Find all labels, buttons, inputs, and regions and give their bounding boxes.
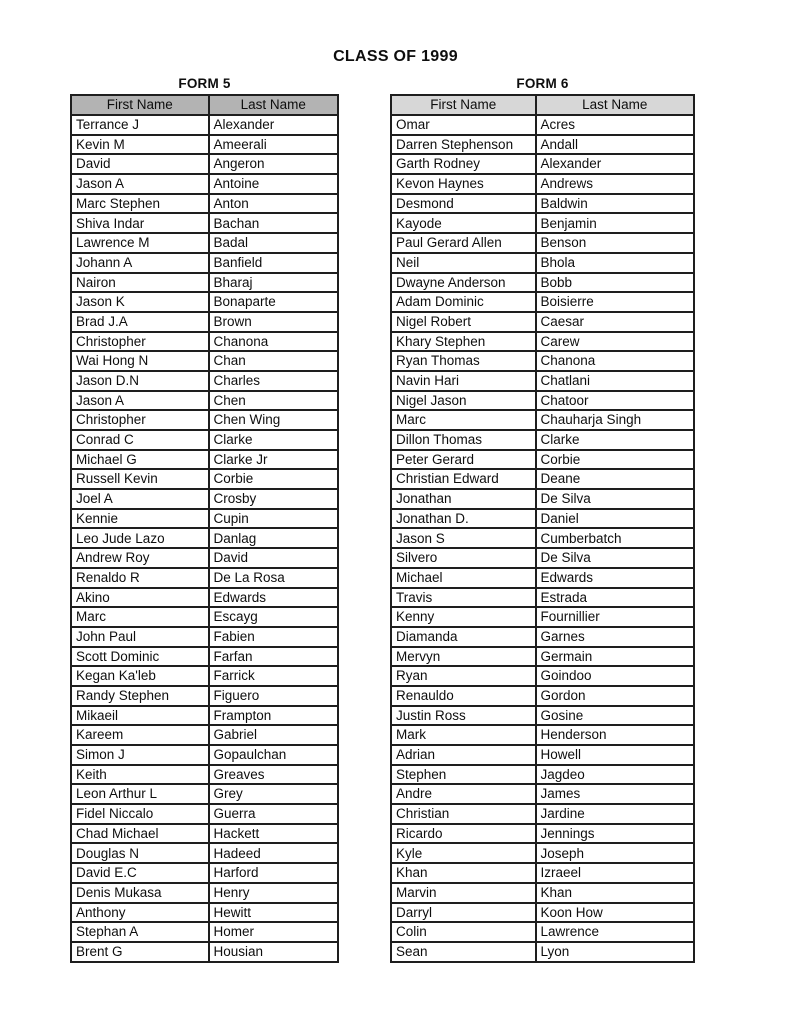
last-name-cell: Goindoo — [536, 666, 694, 686]
first-name-cell: Anthony — [71, 903, 209, 923]
first-name-cell: Christopher — [71, 410, 209, 430]
table-row — [391, 568, 694, 588]
first-name-cell: Conrad C — [71, 430, 209, 450]
first-name-cell: Leon Arthur L — [71, 784, 209, 804]
first-name-cell: Khary Stephen — [391, 332, 536, 352]
last-name-cell: De Silva — [536, 548, 694, 568]
table-row — [71, 489, 338, 509]
last-name-cell: Anton — [209, 194, 339, 214]
table-row — [71, 450, 338, 470]
first-name-cell: John Paul — [71, 627, 209, 647]
first-name-cell: Brad J.A — [71, 312, 209, 332]
first-name-cell: Andre — [391, 784, 536, 804]
last-name-cell: Chauharja Singh — [536, 410, 694, 430]
table-row — [391, 233, 694, 253]
table-row — [391, 942, 694, 962]
table-row — [71, 469, 338, 489]
first-name-header: First Name — [391, 95, 536, 115]
table-row — [71, 135, 338, 155]
first-name-cell: Brent G — [71, 942, 209, 962]
form6-table — [390, 94, 695, 963]
last-name-cell: Hadeed — [209, 843, 339, 863]
last-name-cell: Bhola — [536, 253, 694, 273]
table-row — [71, 391, 338, 411]
last-name-cell: Gosine — [536, 706, 694, 726]
last-name-cell: Greaves — [209, 765, 339, 785]
table-row — [391, 804, 694, 824]
first-name-cell: Marc — [391, 410, 536, 430]
table-row — [71, 883, 338, 903]
table-row — [391, 922, 694, 942]
table-row — [391, 883, 694, 903]
first-name-cell: Christian — [391, 804, 536, 824]
last-name-cell: Gopaulchan — [209, 745, 339, 765]
first-name-header: First Name — [71, 95, 209, 115]
table-row — [71, 213, 338, 233]
first-name-cell: Jason S — [391, 528, 536, 548]
last-name-cell: Corbie — [536, 450, 694, 470]
table-row — [71, 154, 338, 174]
last-name-cell: Koon How — [536, 903, 694, 923]
first-name-cell: Colin — [391, 922, 536, 942]
table-row — [71, 942, 338, 962]
first-name-cell: Joel A — [71, 489, 209, 509]
first-name-cell: Desmond — [391, 194, 536, 214]
last-name-cell: Guerra — [209, 804, 339, 824]
last-name-cell: Izraeel — [536, 863, 694, 883]
table-row — [391, 489, 694, 509]
first-name-cell: Jason A — [71, 391, 209, 411]
first-name-cell: Nigel Robert — [391, 312, 536, 332]
first-name-cell: David E.C — [71, 863, 209, 883]
first-name-cell: Paul Gerard Allen — [391, 233, 536, 253]
table-row — [71, 548, 338, 568]
first-name-cell: Ryan — [391, 666, 536, 686]
first-name-cell: Jonathan — [391, 489, 536, 509]
table-row — [71, 509, 338, 529]
first-name-cell: Wai Hong N — [71, 351, 209, 371]
table-row — [71, 784, 338, 804]
first-name-cell: Randy Stephen — [71, 686, 209, 706]
table-row — [391, 607, 694, 627]
last-name-cell: Bharaj — [209, 273, 339, 293]
first-name-cell: Christian Edward — [391, 469, 536, 489]
last-name-cell: Boisierre — [536, 292, 694, 312]
first-name-cell: Scott Dominic — [71, 647, 209, 667]
first-name-cell: Mervyn — [391, 647, 536, 667]
last-name-cell: Garnes — [536, 627, 694, 647]
last-name-cell: Charles — [209, 371, 339, 391]
last-name-cell: Farfan — [209, 647, 339, 667]
last-name-cell: Danlag — [209, 528, 339, 548]
last-name-header: Last Name — [209, 95, 339, 115]
table-row — [391, 213, 694, 233]
last-name-cell: Chanona — [536, 351, 694, 371]
table-row — [71, 666, 338, 686]
last-name-cell: Chan — [209, 351, 339, 371]
table-row — [391, 154, 694, 174]
last-name-cell: Andrews — [536, 174, 694, 194]
table-row — [71, 233, 338, 253]
last-name-cell: Benjamin — [536, 213, 694, 233]
first-name-cell: Stephen — [391, 765, 536, 785]
last-name-cell: Caesar — [536, 312, 694, 332]
last-name-cell: Antoine — [209, 174, 339, 194]
last-name-cell: Harford — [209, 863, 339, 883]
last-name-cell: Jardine — [536, 804, 694, 824]
first-name-cell: Marc Stephen — [71, 194, 209, 214]
table-row — [391, 627, 694, 647]
last-name-cell: Housian — [209, 942, 339, 962]
last-name-cell: Banfield — [209, 253, 339, 273]
form6-label: FORM 6 — [516, 76, 569, 91]
last-name-cell: Clarke Jr — [209, 450, 339, 470]
first-name-cell: Simon J — [71, 745, 209, 765]
table-row — [391, 332, 694, 352]
last-name-cell: Chatoor — [536, 391, 694, 411]
last-name-cell: Benson — [536, 233, 694, 253]
last-name-cell: Joseph — [536, 843, 694, 863]
table-row — [391, 745, 694, 765]
first-name-cell: Kenny — [391, 607, 536, 627]
last-name-cell: Chanona — [209, 332, 339, 352]
table-row — [71, 332, 338, 352]
table-row — [71, 351, 338, 371]
form5-table-body — [71, 115, 338, 962]
form5-table — [70, 94, 339, 963]
last-name-cell: Henry — [209, 883, 339, 903]
table-row — [391, 371, 694, 391]
first-name-cell: Diamanda — [391, 627, 536, 647]
last-name-cell: Farrick — [209, 666, 339, 686]
table-row — [71, 194, 338, 214]
last-name-cell: Andall — [536, 135, 694, 155]
table-row — [71, 371, 338, 391]
last-name-cell: Lawrence — [536, 922, 694, 942]
first-name-cell: Fidel Niccalo — [71, 804, 209, 824]
table-row — [391, 588, 694, 608]
form6-section — [390, 76, 695, 963]
table-row — [391, 686, 694, 706]
last-name-cell: Alexander — [209, 115, 339, 135]
table-row — [71, 528, 338, 548]
first-name-cell: Justin Ross — [391, 706, 536, 726]
first-name-cell: Jonathan D. — [391, 509, 536, 529]
last-name-cell: Daniel — [536, 509, 694, 529]
last-name-cell: David — [209, 548, 339, 568]
table-row — [391, 135, 694, 155]
table-row — [391, 824, 694, 844]
first-name-cell: Kevon Haynes — [391, 174, 536, 194]
table-row — [71, 312, 338, 332]
last-name-cell: Frampton — [209, 706, 339, 726]
table-row — [391, 843, 694, 863]
first-name-cell: Navin Hari — [391, 371, 536, 391]
first-name-cell: Mikaeil — [71, 706, 209, 726]
last-name-cell: Gordon — [536, 686, 694, 706]
last-name-cell: Cumberbatch — [536, 528, 694, 548]
last-name-cell: Clarke — [209, 430, 339, 450]
header-row — [391, 95, 694, 115]
last-name-cell: Gabriel — [209, 725, 339, 745]
table-row — [71, 903, 338, 923]
last-name-cell: Germain — [536, 647, 694, 667]
table-row — [71, 647, 338, 667]
first-name-cell: Johann A — [71, 253, 209, 273]
first-name-cell: Peter Gerard — [391, 450, 536, 470]
table-row — [391, 430, 694, 450]
table-row — [391, 312, 694, 332]
last-name-cell: Hackett — [209, 824, 339, 844]
first-name-cell: Adrian — [391, 745, 536, 765]
table-row — [391, 863, 694, 883]
table-row — [391, 725, 694, 745]
last-name-cell: Escayg — [209, 607, 339, 627]
last-name-cell: Badal — [209, 233, 339, 253]
last-name-cell: Figuero — [209, 686, 339, 706]
last-name-cell: De La Rosa — [209, 568, 339, 588]
table-row — [71, 253, 338, 273]
first-name-cell: Christopher — [71, 332, 209, 352]
first-name-cell: Andrew Roy — [71, 548, 209, 568]
table-row — [71, 607, 338, 627]
first-name-cell: Shiva Indar — [71, 213, 209, 233]
last-name-cell: Alexander — [536, 154, 694, 174]
table-row — [391, 253, 694, 273]
table-row — [71, 174, 338, 194]
first-name-cell: Darryl — [391, 903, 536, 923]
table-row — [391, 765, 694, 785]
table-row — [71, 745, 338, 765]
first-name-cell: Neil — [391, 253, 536, 273]
first-name-cell: Jason K — [71, 292, 209, 312]
last-name-cell: Homer — [209, 922, 339, 942]
table-row — [71, 843, 338, 863]
last-name-cell: Estrada — [536, 588, 694, 608]
header-row — [71, 95, 338, 115]
first-name-cell: Garth Rodney — [391, 154, 536, 174]
last-name-cell: Carew — [536, 332, 694, 352]
table-row — [71, 292, 338, 312]
table-row — [391, 509, 694, 529]
table-row — [71, 725, 338, 745]
table-row — [71, 568, 338, 588]
table-row — [71, 706, 338, 726]
table-row — [71, 824, 338, 844]
table-row — [71, 115, 338, 135]
last-name-cell: Edwards — [536, 568, 694, 588]
table-row — [391, 469, 694, 489]
first-name-cell: Marc — [71, 607, 209, 627]
last-name-cell: Brown — [209, 312, 339, 332]
last-name-cell: Hewitt — [209, 903, 339, 923]
first-name-cell: Terrance J — [71, 115, 209, 135]
table-row — [391, 666, 694, 686]
first-name-cell: Darren Stephenson — [391, 135, 536, 155]
first-name-cell: Sean — [391, 942, 536, 962]
first-name-cell: Kegan Ka'leb — [71, 666, 209, 686]
last-name-cell: Deane — [536, 469, 694, 489]
table-row — [71, 686, 338, 706]
first-name-cell: Travis — [391, 588, 536, 608]
first-name-cell: Mark — [391, 725, 536, 745]
table-row — [71, 804, 338, 824]
last-name-cell: Fournillier — [536, 607, 694, 627]
first-name-cell: Kevin M — [71, 135, 209, 155]
table-row — [391, 528, 694, 548]
last-name-cell: Bobb — [536, 273, 694, 293]
table-row — [71, 588, 338, 608]
first-name-cell: David — [71, 154, 209, 174]
first-name-cell: Marvin — [391, 883, 536, 903]
last-name-cell: Clarke — [536, 430, 694, 450]
form5-label: FORM 5 — [178, 76, 231, 91]
first-name-cell: Douglas N — [71, 843, 209, 863]
first-name-cell: Chad Michael — [71, 824, 209, 844]
page-title: CLASS OF 1999 — [333, 48, 458, 65]
first-name-cell: Kennie — [71, 509, 209, 529]
last-name-cell: Angeron — [209, 154, 339, 174]
last-name-cell: Grey — [209, 784, 339, 804]
table-row — [391, 174, 694, 194]
table-row — [71, 430, 338, 450]
table-row — [391, 273, 694, 293]
table-row — [391, 194, 694, 214]
table-row — [391, 115, 694, 135]
last-name-cell: Howell — [536, 745, 694, 765]
last-name-cell: James — [536, 784, 694, 804]
first-name-cell: Lawrence M — [71, 233, 209, 253]
first-name-cell: Nairon — [71, 273, 209, 293]
last-name-cell: De Silva — [536, 489, 694, 509]
first-name-cell: Khan — [391, 863, 536, 883]
first-name-cell: Nigel Jason — [391, 391, 536, 411]
last-name-cell: Acres — [536, 115, 694, 135]
first-name-cell: Renauldo — [391, 686, 536, 706]
form6-table-body — [391, 115, 694, 962]
first-name-cell: Kareem — [71, 725, 209, 745]
form5-section — [70, 76, 339, 963]
last-name-cell: Khan — [536, 883, 694, 903]
table-row — [71, 863, 338, 883]
first-name-cell: Adam Dominic — [391, 292, 536, 312]
table-row — [71, 765, 338, 785]
last-name-cell: Chatlani — [536, 371, 694, 391]
first-name-cell: Denis Mukasa — [71, 883, 209, 903]
last-name-cell: Henderson — [536, 725, 694, 745]
first-name-cell: Ricardo — [391, 824, 536, 844]
last-name-cell: Edwards — [209, 588, 339, 608]
first-name-cell: Michael — [391, 568, 536, 588]
last-name-header: Last Name — [536, 95, 694, 115]
table-row — [71, 627, 338, 647]
last-name-cell: Ameerali — [209, 135, 339, 155]
table-row — [391, 784, 694, 804]
table-row — [71, 922, 338, 942]
first-name-cell: Leo Jude Lazo — [71, 528, 209, 548]
table-row — [391, 706, 694, 726]
first-name-cell: Ryan Thomas — [391, 351, 536, 371]
table-row — [391, 450, 694, 470]
last-name-cell: Bachan — [209, 213, 339, 233]
last-name-cell: Lyon — [536, 942, 694, 962]
table-row — [391, 647, 694, 667]
table-row — [391, 292, 694, 312]
table-row — [391, 410, 694, 430]
last-name-cell: Baldwin — [536, 194, 694, 214]
last-name-cell: Crosby — [209, 489, 339, 509]
table-row — [391, 903, 694, 923]
last-name-cell: Bonaparte — [209, 292, 339, 312]
first-name-cell: Jason A — [71, 174, 209, 194]
first-name-cell: Russell Kevin — [71, 469, 209, 489]
last-name-cell: Jagdeo — [536, 765, 694, 785]
first-name-cell: Michael G — [71, 450, 209, 470]
table-row — [391, 548, 694, 568]
first-name-cell: Silvero — [391, 548, 536, 568]
first-name-cell: Omar — [391, 115, 536, 135]
last-name-cell: Jennings — [536, 824, 694, 844]
last-name-cell: Chen Wing — [209, 410, 339, 430]
table-row — [391, 391, 694, 411]
first-name-cell: Dwayne Anderson — [391, 273, 536, 293]
last-name-cell: Cupin — [209, 509, 339, 529]
table-row — [391, 351, 694, 371]
first-name-cell: Kayode — [391, 213, 536, 233]
last-name-cell: Fabien — [209, 627, 339, 647]
table-row — [71, 273, 338, 293]
first-name-cell: Dillon Thomas — [391, 430, 536, 450]
first-name-cell: Stephan A — [71, 922, 209, 942]
first-name-cell: Renaldo R — [71, 568, 209, 588]
first-name-cell: Akino — [71, 588, 209, 608]
first-name-cell: Keith — [71, 765, 209, 785]
last-name-cell: Corbie — [209, 469, 339, 489]
first-name-cell: Jason D.N — [71, 371, 209, 391]
last-name-cell: Chen — [209, 391, 339, 411]
table-row — [71, 410, 338, 430]
first-name-cell: Kyle — [391, 843, 536, 863]
